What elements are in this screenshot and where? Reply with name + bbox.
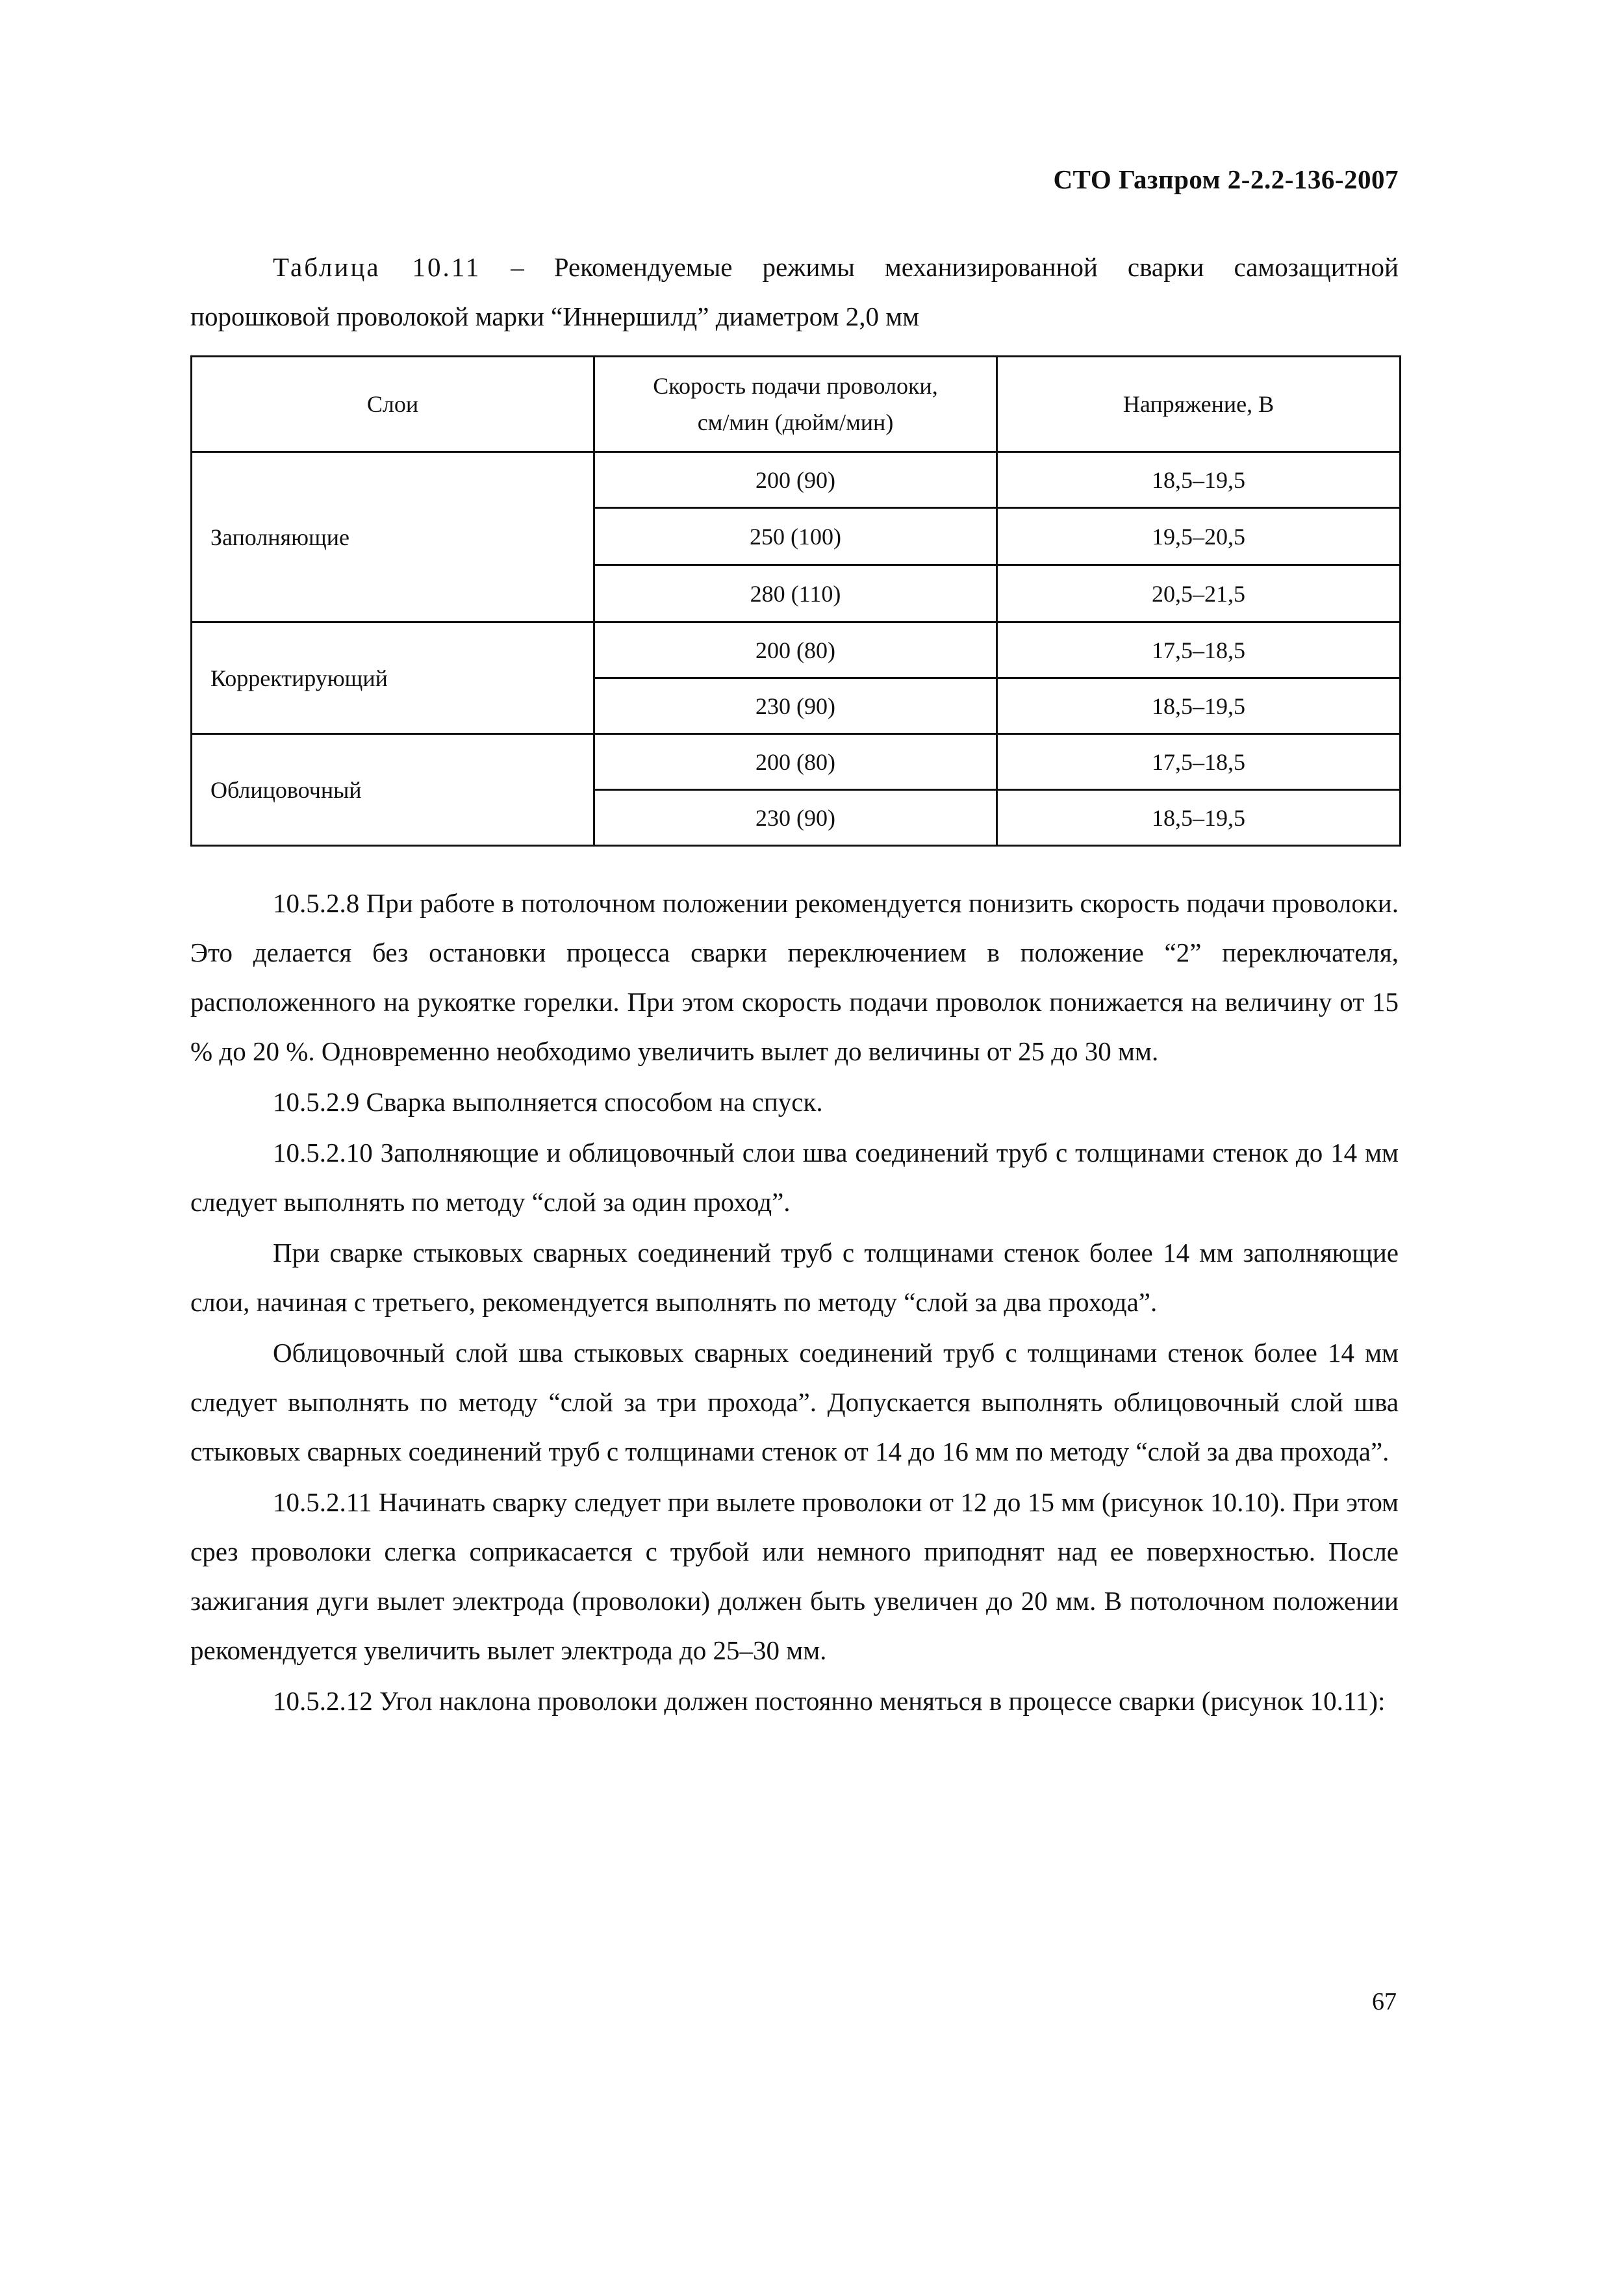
header-speed-line2: см/мин (дюйм/мин): [697, 409, 894, 435]
table-row: [192, 622, 1401, 678]
table-row: [192, 452, 1401, 508]
speed-cell: 280 (110): [594, 565, 997, 622]
paragraph-thick-wall-fill: При сварке стыковых сварных соединений труб с толщинами стенок более 14 мм заполняющие слои, начиная с третьего, рекомендуется выполнять по методу “слой за два прохода”.: [190, 1238, 1399, 1317]
welding-regimes-table: [190, 355, 1401, 847]
body-text: [190, 878, 1399, 1727]
header-voltage: Напряжение, В: [997, 357, 1401, 452]
paragraph-10-5-2-9: 10.5.2.9 Сварка выполняется способом на спуск.: [273, 1087, 823, 1117]
layer-cell: Заполняющие: [192, 452, 594, 622]
speed-cell: 230 (90): [594, 678, 997, 734]
layer-cell: Облицовочный: [192, 734, 594, 846]
speed-cell: 200 (90): [594, 452, 997, 508]
caption-dash: –: [511, 252, 524, 282]
voltage-cell: 17,5–18,5: [997, 734, 1401, 790]
table-caption: [190, 242, 1399, 341]
table-label: Таблица 10.11: [273, 252, 481, 282]
table-row: [192, 734, 1401, 790]
voltage-cell: 18,5–19,5: [997, 678, 1401, 734]
document-code: СТО Газпром 2-2.2-136-2007: [1053, 164, 1399, 194]
paragraph-cap-layer: Облицовочный слой шва стыковых сварных соединений труб с толщинами стенок более 14 мм следует выполнять по методу “слой за три прохода”. Допускается выполнять облицовочный слой шва стыковых сварных соединений труб с толщинами стенок от 14 до 16 мм по методу “слой за два прохода”.: [190, 1338, 1399, 1466]
table-caption-line1: [190, 242, 1399, 292]
header-layers: Слои: [192, 357, 594, 452]
paragraph-10-5-2-8: 10.5.2.8 При работе в потолочном положении рекомендуется понизить скорость подачи проволоки. Это делается без остановки процесса сварки переключением в положение “2” переключателя, расположенного на рукоятке горелки. При этом скорость подачи проволок понижается на величину от 15 % до 20 %. Одновременно необходимо увеличить вылет до величины от 25 до 30 мм.: [190, 888, 1399, 1066]
speed-cell: 250 (100): [594, 508, 997, 565]
speed-cell: 200 (80): [594, 622, 997, 678]
header-speed: [594, 357, 997, 452]
header-speed-line1: Скорость подачи проволоки,: [653, 373, 938, 399]
table-header-row: [192, 357, 1401, 452]
paragraph-10-5-2-10: 10.5.2.10 Заполняющие и облицовочный слои шва соединений труб с толщинами стенок до 14 мм следует выполнять по методу “слой за один проход”.: [190, 1138, 1399, 1217]
voltage-cell: 17,5–18,5: [997, 622, 1401, 678]
page-number: 67: [1372, 1988, 1397, 2015]
speed-cell: 200 (80): [594, 734, 997, 790]
voltage-cell: 18,5–19,5: [997, 790, 1401, 846]
voltage-cell: 18,5–19,5: [997, 452, 1401, 508]
table-title-line1: Рекомендуемые режимы механизированной сварки самозащитной: [553, 252, 1399, 282]
table-title-line2: порошковой проволокой марки “Иннершилд” диаметром 2,0 мм: [190, 301, 920, 331]
paragraph-10-5-2-11: 10.5.2.11 Начинать сварку следует при вылете проволоки от 12 до 15 мм (рисунок 10.10). При этом срез проволоки слегка соприкасается с трубой или немного приподнят над ее поверхностью. После зажигания дуги вылет электрода (проволоки) должен быть увеличен до 20 мм. В потолочном положении рекомендуется увеличить вылет электрода до 25–30 мм.: [190, 1487, 1399, 1665]
layer-cell: Корректирующий: [192, 622, 594, 734]
voltage-cell: 20,5–21,5: [997, 565, 1401, 622]
speed-cell: 230 (90): [594, 790, 997, 846]
voltage-cell: 19,5–20,5: [997, 508, 1401, 565]
paragraph-10-5-2-12: 10.5.2.12 Угол наклона проволоки должен постоянно меняться в процессе сварки (рисунок 10.11):: [273, 1686, 1386, 1716]
